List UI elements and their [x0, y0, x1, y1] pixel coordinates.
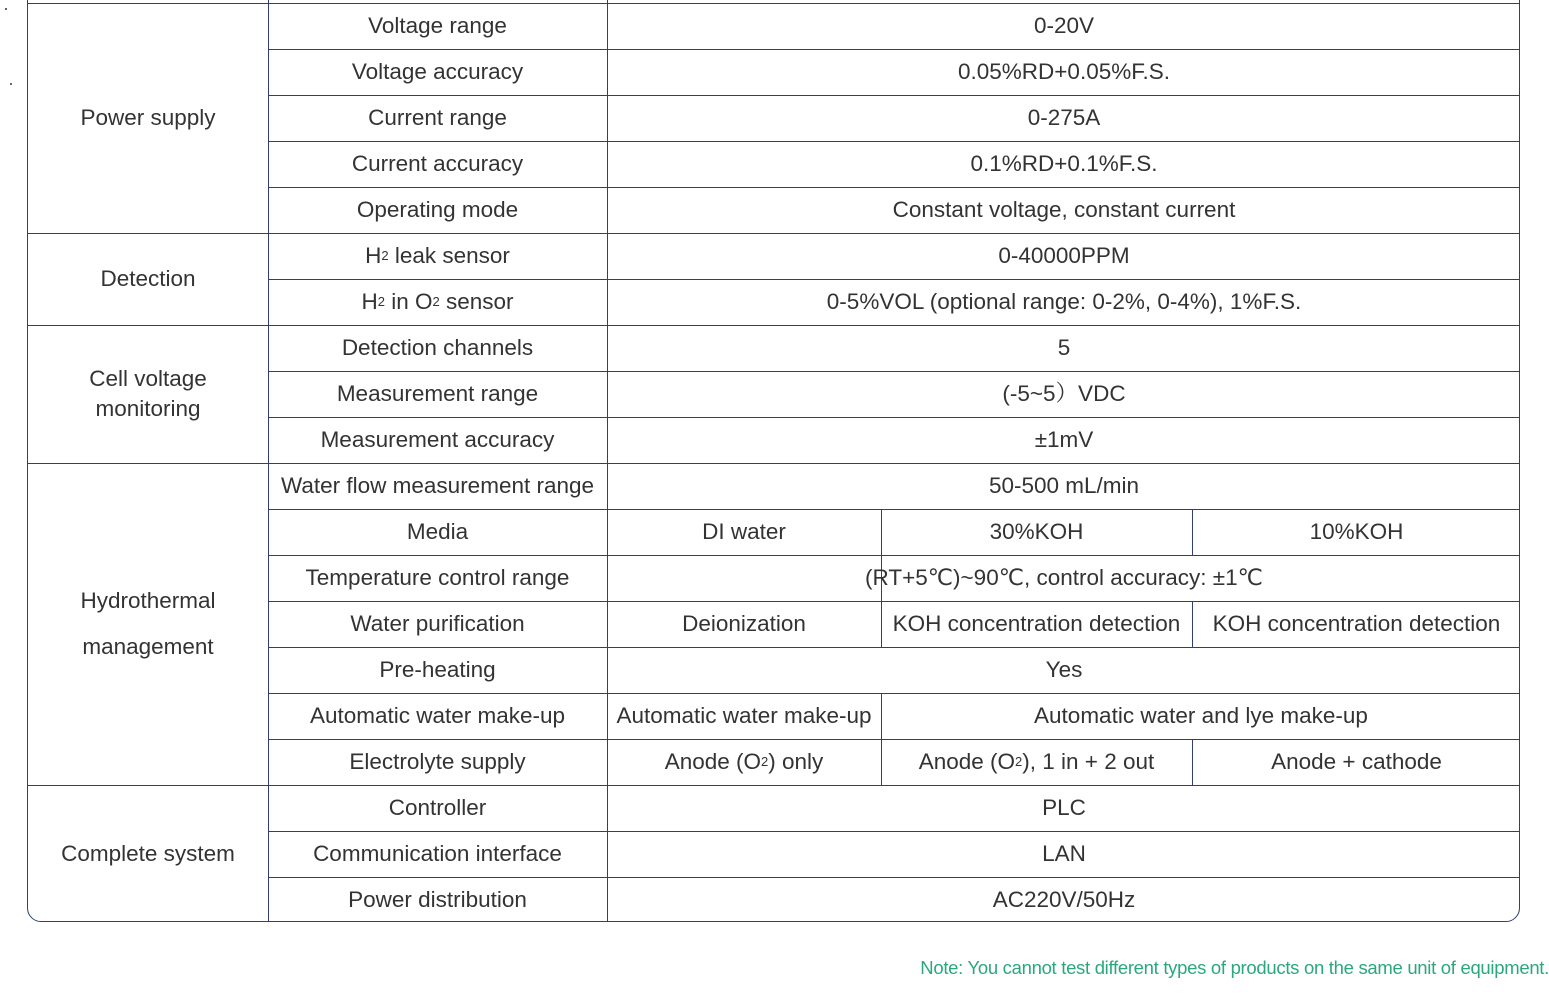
group-label-line: management: [82, 634, 214, 659]
text: Anode (O: [918, 749, 1016, 774]
param-voltage-accuracy: Voltage accuracy: [351, 59, 524, 84]
param-voltage-range: Voltage range: [368, 13, 507, 38]
group-label-line: Cell voltage: [89, 366, 207, 391]
stray-mark: [10, 83, 12, 85]
value-media-3: 10%KOH: [1309, 519, 1404, 544]
value-auto-water-makeup-1: Automatic water make-up: [616, 703, 872, 728]
text: in O: [384, 289, 433, 314]
value-h2-in-o2-sensor: 0-5%VOL (optional range: 0-2%, 0-4%), 1%F.S.: [826, 289, 1302, 314]
param-water-flow: Water flow measurement range: [280, 473, 595, 498]
value-measurement-accuracy: ±1mV: [1034, 427, 1094, 452]
group-power-supply: Power supply: [80, 105, 216, 130]
param-controller: Controller: [388, 795, 487, 820]
value-media-1: DI water: [702, 519, 786, 544]
param-operating-mode: Operating mode: [356, 197, 519, 222]
text: ) only: [768, 749, 824, 774]
param-communication-interface: Communication interface: [313, 841, 562, 866]
value-voltage-range: 0-20V: [1033, 13, 1095, 38]
text: H: [361, 289, 378, 314]
value-water-purification-1: Deionization: [682, 611, 806, 636]
value-current-range: 0-275A: [1027, 105, 1101, 130]
group-detection: Detection: [100, 266, 196, 291]
value-operating-mode: Constant voltage, constant current: [892, 197, 1236, 222]
footnote: Note: You cannot test different types of products on the same unit of equipment.: [920, 957, 1549, 978]
group-label-line: monitoring: [95, 396, 201, 421]
param-current-accuracy: Current accuracy: [351, 151, 524, 176]
text: H: [365, 243, 382, 268]
value-measurement-range: (-5~5）VDC: [1002, 381, 1126, 406]
text: ), 1 in + 2 out: [1022, 749, 1155, 774]
value-auto-water-makeup-2: Automatic water and lye make-up: [1034, 703, 1368, 728]
value-electrolyte-supply-1: Anode (O 2 ) only: [607, 739, 881, 785]
value-electrolyte-supply-2: Anode (O 2 ), 1 in + 2 out: [881, 739, 1192, 785]
param-power-distribution: Power distribution: [348, 887, 527, 912]
value-power-distribution: AC220V/50Hz: [992, 887, 1136, 912]
group-cell-voltage: [28, 325, 268, 463]
group-hydrothermal: [28, 463, 268, 785]
stray-mark: [5, 8, 7, 10]
value-current-accuracy: 0.1%RD+0.1%F.S.: [970, 151, 1158, 176]
value-media-2: 30%KOH: [989, 519, 1084, 544]
param-auto-water-makeup: Automatic water make-up: [309, 703, 566, 728]
value-voltage-accuracy: 0.05%RD+0.05%F.S.: [958, 59, 1170, 84]
text: Anode (O: [664, 749, 762, 774]
param-h2-leak-sensor: H 2 leak sensor: [268, 233, 607, 279]
spec-table: [27, 0, 1520, 922]
param-current-range: Current range: [368, 105, 507, 130]
text: sensor: [439, 289, 514, 314]
value-pre-heating: Yes: [1045, 657, 1083, 682]
group-complete-system: Complete system: [61, 841, 235, 866]
param-water-purification: Water purification: [350, 611, 525, 636]
param-pre-heating: Pre-heating: [379, 657, 496, 682]
value-temperature-control: (RT+5℃)~90℃, control accuracy: ±1℃: [865, 565, 1263, 590]
param-media: Media: [406, 519, 469, 544]
value-water-purification-3: KOH concentration detection: [1212, 611, 1501, 636]
param-electrolyte-supply: Electrolyte supply: [349, 749, 526, 774]
value-h2-leak-sensor: 0-40000PPM: [998, 243, 1130, 268]
value-water-flow: 50-500 mL/min: [988, 473, 1140, 498]
param-measurement-accuracy: Measurement accuracy: [320, 427, 555, 452]
value-electrolyte-supply-3: Anode + cathode: [1271, 749, 1442, 774]
value-communication-interface: LAN: [1042, 841, 1086, 866]
param-temperature-control: Temperature control range: [305, 565, 570, 590]
value-detection-channels: 5: [1057, 335, 1071, 360]
value-water-purification-2: KOH concentration detection: [892, 611, 1181, 636]
param-h2-in-o2-sensor: H 2 in O 2 sensor: [268, 279, 607, 325]
param-measurement-range: Measurement range: [336, 381, 539, 406]
value-controller: PLC: [1042, 795, 1086, 820]
param-detection-channels: Detection channels: [341, 335, 534, 360]
text: leak sensor: [388, 243, 510, 268]
group-label-line: Hydrothermal: [80, 588, 216, 613]
